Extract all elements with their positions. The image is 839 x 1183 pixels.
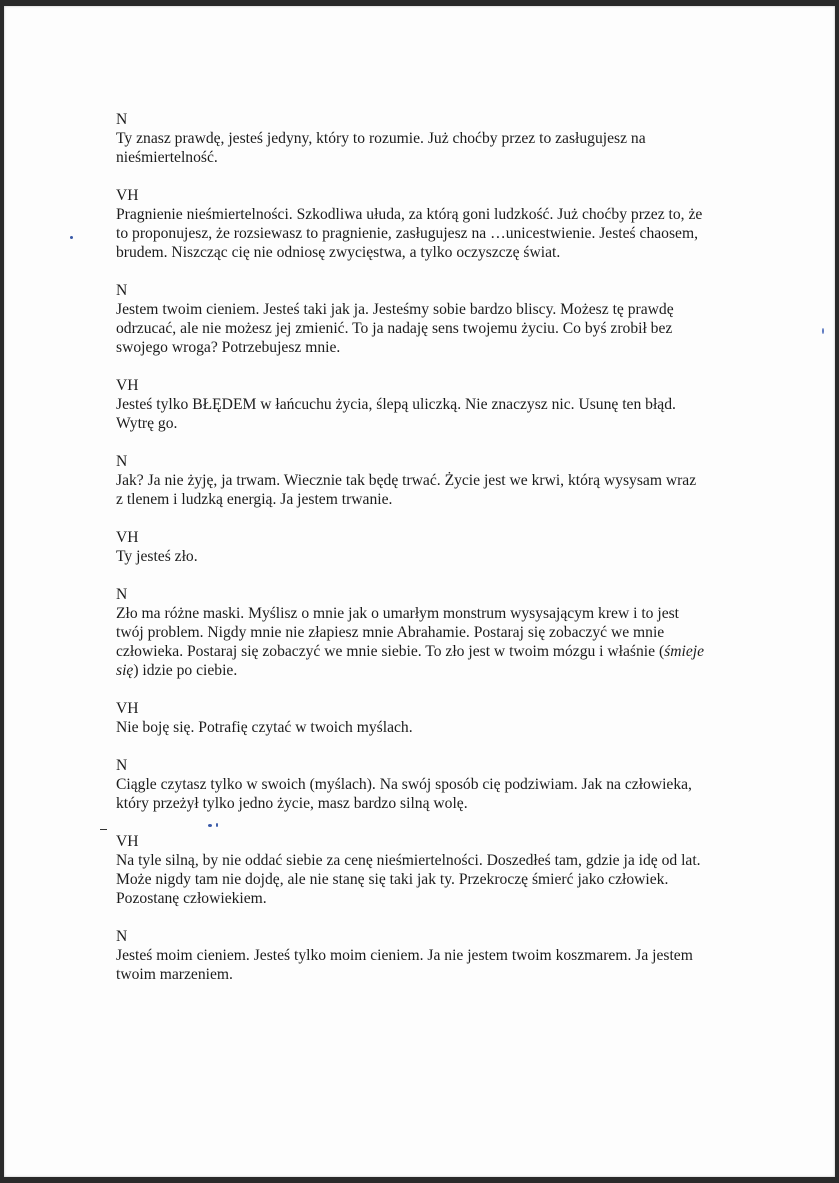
dialogue-line: Ty znasz prawdę, jesteś jedyny, który to rozumie. Już choćby przez to zasługujesz na [116,130,646,147]
dialogue-text [116,110,756,1003]
dialogue-line: Zło ma różne maski. Myślisz o mnie jak o umarłym monstrum wysysającym krew i to jest [116,605,680,622]
dialogue-line: który przeżył tylko jedno życie, masz bardzo silną wolę. [116,795,468,812]
dialogue-line: Jesteś tylko BŁĘDEM w łańcuchu życia, ślepą uliczką. Nie znaczysz nic. Usunę ten błąd. [116,396,676,413]
stage-direction: śmieje [664,643,704,660]
dialogue-block [116,376,756,433]
stage-direction: się [116,662,134,679]
speaker-label: N [116,111,128,128]
dialogue-line: z tlenem i ludzką energią. Ja jestem trwanie. [116,491,393,508]
dialogue-line: Pozostanę człowiekiem. [116,890,267,907]
dialogue-line: Jak? Ja nie żyję, ja trwam. Wiecznie tak będę trwać. Życie jest we krwi, którą wysysam wraz [116,472,697,489]
dialogue-block [116,832,756,908]
dialogue-block [116,585,756,680]
dialogue-line: Jesteś moim cieniem. Jesteś tylko moim cieniem. Ja nie jestem twoim koszmarem. Ja jestem [116,947,693,964]
dialogue-line [116,661,756,680]
scan-speck [822,328,824,334]
dialogue-line: brudem. Niszcząc cię nie odniosę zwycięstwa, a tylko oczyszczę świat. [116,244,561,261]
dialogue-block [116,699,756,737]
dialogue-line: twoim marzeniem. [116,966,233,983]
dialogue-line: Ciągle czytasz tylko w swoich (myślach). Na swój sposób cię podziwiam. Jak na człowieka, [116,776,692,793]
dialogue-block [116,186,756,262]
dialogue-line: odrzucać, ale nie możesz jej zmienić. To ja nadaję sens twojemu życiu. Co byś zrobił bez [116,320,673,337]
line-text: człowieka. Postaraj się zobaczyć we mnie siebie. To zło jest w twoim mózgu i właśnie ( [116,643,665,660]
dialogue-line: Na tyle silną, by nie oddać siebie za cenę nieśmiertelności. Doszedłeś tam, gdzie ja idę od lat. [116,852,701,869]
speaker-label: VH [116,377,139,394]
dialogue-line: twój problem. Nigdy mnie nie złapiesz mnie Abrahamie. Postaraj się zobaczyć we mnie [116,624,665,641]
speaker-label: N [116,453,128,470]
scan-speck [70,236,73,239]
line-text: ) idzie po ciebie. [133,662,238,679]
speaker-label: N [116,928,128,945]
speaker-label: VH [116,700,139,717]
speaker-label: VH [116,529,139,546]
speaker-label: VH [116,833,139,850]
speaker-label: N [116,757,128,774]
dialogue-block [116,452,756,509]
dialogue-line: Nie boję się. Potrafię czytać w twoich myślach. [116,719,413,736]
dialogue-line [116,642,756,661]
dialogue-block [116,281,756,357]
dialogue-line: Może nigdy tam nie dojdę, ale nie stanę się taki jak ty. Przekroczę śmierć jako człowiek. [116,871,669,888]
speaker-label: VH [116,187,139,204]
dialogue-line: to proponujesz, że rozsiewasz to pragnienie, zasługujesz na …unicestwienie. Jesteś chaosem, [116,225,698,242]
dialogue-line: Wytrę go. [116,415,178,432]
dialogue-block [116,110,756,167]
dialogue-block [116,756,756,813]
speaker-label: N [116,282,128,299]
document-page [4,6,835,1177]
dialogue-block [116,528,756,566]
dialogue-line: nieśmiertelność. [116,149,218,166]
dialogue-block [116,927,756,984]
dialogue-line: swojego wroga? Potrzebujesz mnie. [116,339,341,356]
dialogue-line: Ty jesteś zło. [116,548,198,565]
speaker-label: N [116,586,128,603]
scan-mark [100,829,107,830]
dialogue-line: Pragnienie nieśmiertelności. Szkodliwa ułuda, za którą goni ludzkość. Już choćby przez to, że [116,206,703,223]
dialogue-line: Jestem twoim cieniem. Jesteś taki jak ja. Jesteśmy sobie bardzo bliscy. Możesz tę prawdę [116,301,674,318]
